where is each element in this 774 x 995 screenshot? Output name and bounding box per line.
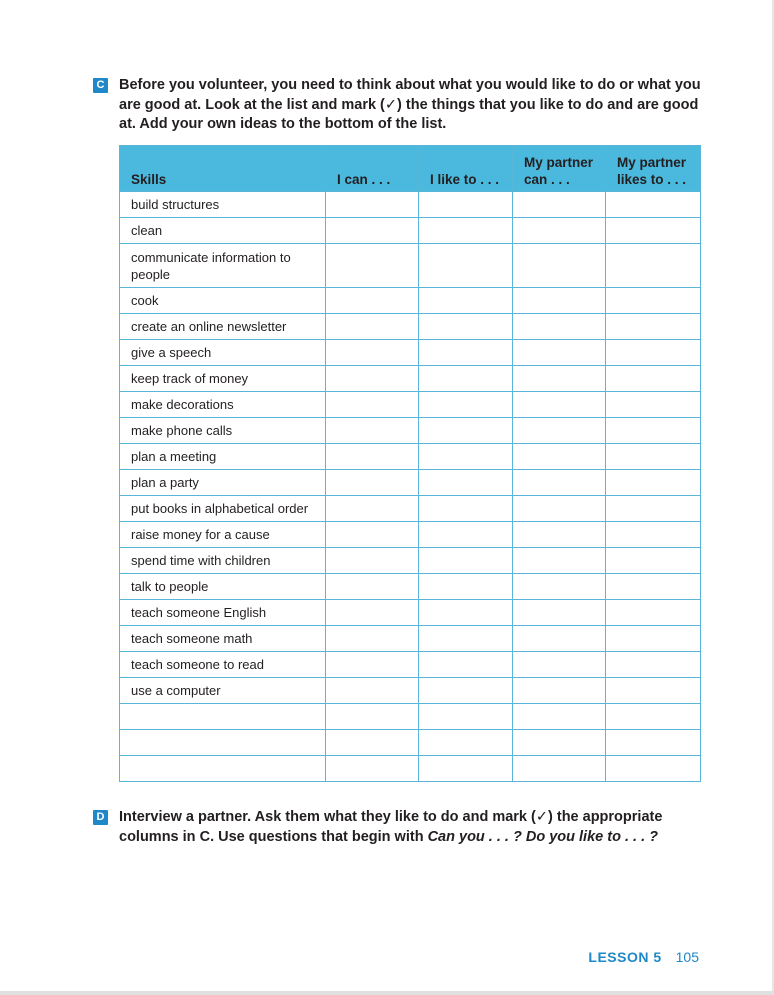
table-row: [120, 444, 701, 470]
page-edge-bottom: [0, 991, 774, 995]
partner-can-cell[interactable]: [513, 600, 606, 626]
skill-cell: talk to people: [120, 574, 326, 600]
i-can-cell[interactable]: [326, 600, 419, 626]
partner-likes-to-cell[interactable]: [606, 626, 701, 652]
table-row: [120, 600, 701, 626]
partner-likes-to-cell[interactable]: [606, 314, 701, 340]
exercise-c-instruction: Before you volunteer, you need to think about what you would like to do or what you are good at. Look at the list and mark (✓) the things that you like to do and are good at. Add your own ideas to the bottom of the list.: [119, 77, 701, 132]
partner-likes-to-cell[interactable]: [606, 730, 701, 756]
i-like-to-cell[interactable]: [419, 704, 513, 730]
partner-likes-to-cell[interactable]: [606, 574, 701, 600]
i-like-to-cell[interactable]: [419, 192, 513, 218]
i-can-cell[interactable]: [326, 626, 419, 652]
exercise-d-instruction: [119, 808, 713, 847]
i-like-to-cell[interactable]: [419, 574, 513, 600]
table-row: [120, 218, 701, 244]
i-can-cell[interactable]: [326, 366, 419, 392]
skill-cell: raise money for a cause: [120, 522, 326, 548]
table-row: [120, 470, 701, 496]
skill-cell: communicate information to people: [120, 244, 326, 288]
header-partner-likes-to: My partner likes to . . .: [606, 146, 701, 192]
partner-likes-to-cell[interactable]: [606, 288, 701, 314]
header-skills: Skills: [120, 146, 326, 192]
i-like-to-cell[interactable]: [419, 340, 513, 366]
i-can-cell[interactable]: [326, 470, 419, 496]
table-row: [120, 626, 701, 652]
partner-likes-to-cell[interactable]: [606, 392, 701, 418]
i-can-cell[interactable]: [326, 756, 419, 782]
partner-can-cell[interactable]: [513, 548, 606, 574]
partner-likes-to-cell[interactable]: [606, 496, 701, 522]
partner-can-cell[interactable]: [513, 340, 606, 366]
partner-likes-to-cell[interactable]: [606, 244, 701, 288]
partner-can-cell[interactable]: [513, 366, 606, 392]
table-row: [120, 392, 701, 418]
partner-likes-to-cell[interactable]: [606, 704, 701, 730]
i-can-cell[interactable]: [326, 652, 419, 678]
i-like-to-cell[interactable]: [419, 244, 513, 288]
partner-likes-to-cell[interactable]: [606, 678, 701, 704]
i-can-cell[interactable]: [326, 418, 419, 444]
partner-can-cell[interactable]: [513, 192, 606, 218]
i-like-to-cell[interactable]: [419, 730, 513, 756]
i-like-to-cell[interactable]: [419, 218, 513, 244]
i-like-to-cell[interactable]: [419, 392, 513, 418]
skill-cell: give a speech: [120, 340, 326, 366]
i-can-cell[interactable]: [326, 496, 419, 522]
exercise-d-badge: D: [93, 810, 108, 825]
partner-likes-to-cell[interactable]: [606, 470, 701, 496]
i-can-cell[interactable]: [326, 392, 419, 418]
i-like-to-cell[interactable]: [419, 418, 513, 444]
skill-cell: spend time with children: [120, 548, 326, 574]
partner-can-cell[interactable]: [513, 574, 606, 600]
header-i-like-to: I like to . . .: [419, 146, 513, 192]
partner-likes-to-cell[interactable]: [606, 218, 701, 244]
i-like-to-cell[interactable]: [419, 522, 513, 548]
skill-cell: cook: [120, 288, 326, 314]
partner-likes-to-cell[interactable]: [606, 340, 701, 366]
table-row: [120, 192, 701, 218]
page-footer: [588, 949, 699, 965]
table-row: [120, 244, 701, 288]
table-row: [120, 730, 701, 756]
skill-cell: teach someone math: [120, 626, 326, 652]
i-like-to-cell[interactable]: [419, 366, 513, 392]
partner-can-cell[interactable]: [513, 496, 606, 522]
skill-cell: make decorations: [120, 392, 326, 418]
partner-can-cell[interactable]: [513, 704, 606, 730]
i-can-cell[interactable]: [326, 192, 419, 218]
skill-cell: keep track of money: [120, 366, 326, 392]
page-number: 105: [675, 949, 699, 965]
skill-cell[interactable]: [120, 730, 326, 756]
partner-likes-to-cell[interactable]: [606, 522, 701, 548]
skill-cell: use a computer: [120, 678, 326, 704]
partner-can-cell[interactable]: [513, 288, 606, 314]
skill-cell: put books in alphabetical order: [120, 496, 326, 522]
i-can-cell[interactable]: [326, 444, 419, 470]
skill-cell: create an online newsletter: [120, 314, 326, 340]
i-like-to-cell[interactable]: [419, 652, 513, 678]
i-can-cell[interactable]: [326, 314, 419, 340]
table-row: [120, 756, 701, 782]
table-row: [120, 652, 701, 678]
exercise-d-questions: Can you . . . ? Do you like to . . . ?: [427, 828, 658, 845]
skill-cell[interactable]: [120, 704, 326, 730]
partner-likes-to-cell[interactable]: [606, 548, 701, 574]
i-can-cell[interactable]: [326, 730, 419, 756]
i-like-to-cell[interactable]: [419, 444, 513, 470]
skill-cell: clean: [120, 218, 326, 244]
partner-can-cell[interactable]: [513, 522, 606, 548]
partner-can-cell[interactable]: [513, 244, 606, 288]
header-partner-can: My partner can . . .: [513, 146, 606, 192]
exercise-c: [93, 76, 713, 135]
partner-can-cell[interactable]: [513, 730, 606, 756]
partner-can-cell[interactable]: [513, 678, 606, 704]
i-like-to-cell[interactable]: [419, 548, 513, 574]
partner-can-cell[interactable]: [513, 444, 606, 470]
partner-likes-to-cell[interactable]: [606, 652, 701, 678]
table-row: [120, 678, 701, 704]
partner-can-cell[interactable]: [513, 756, 606, 782]
table-row: [120, 496, 701, 522]
i-can-cell[interactable]: [326, 288, 419, 314]
i-can-cell[interactable]: [326, 548, 419, 574]
table-row: [120, 340, 701, 366]
table-row: [120, 366, 701, 392]
table-row: [120, 548, 701, 574]
i-can-cell[interactable]: [326, 522, 419, 548]
i-can-cell[interactable]: [326, 244, 419, 288]
table-row: [120, 574, 701, 600]
header-i-can: I can . . .: [326, 146, 419, 192]
skills-table-body: [120, 192, 701, 782]
skill-cell: build structures: [120, 192, 326, 218]
i-can-cell[interactable]: [326, 704, 419, 730]
i-like-to-cell[interactable]: [419, 756, 513, 782]
partner-likes-to-cell[interactable]: [606, 444, 701, 470]
partner-can-cell[interactable]: [513, 652, 606, 678]
i-like-to-cell[interactable]: [419, 626, 513, 652]
partner-likes-to-cell[interactable]: [606, 756, 701, 782]
partner-can-cell[interactable]: [513, 218, 606, 244]
exercise-d-ref: C: [199, 828, 211, 845]
partner-likes-to-cell[interactable]: [606, 192, 701, 218]
exercise-d-text: Interview a partner. Ask them what they like to do and mark (✓) the appropriate columns in: [119, 809, 663, 845]
partner-can-cell[interactable]: [513, 392, 606, 418]
i-like-to-cell[interactable]: [419, 470, 513, 496]
skill-cell: plan a party: [120, 470, 326, 496]
i-can-cell[interactable]: [326, 340, 419, 366]
partner-can-cell[interactable]: [513, 470, 606, 496]
skill-cell: teach someone to read: [120, 652, 326, 678]
i-like-to-cell[interactable]: [419, 288, 513, 314]
i-like-to-cell[interactable]: [419, 314, 513, 340]
skill-cell[interactable]: [120, 756, 326, 782]
i-like-to-cell[interactable]: [419, 600, 513, 626]
table-row: [120, 314, 701, 340]
partner-can-cell[interactable]: [513, 418, 606, 444]
table-header-row: [120, 146, 701, 192]
table-row: [120, 418, 701, 444]
exercise-d-text-mid: . Use questions that begin with: [210, 828, 428, 845]
lesson-label: LESSON 5: [588, 949, 662, 965]
table-row: [120, 288, 701, 314]
i-can-cell[interactable]: [326, 218, 419, 244]
i-can-cell[interactable]: [326, 574, 419, 600]
partner-likes-to-cell[interactable]: [606, 366, 701, 392]
partner-likes-to-cell[interactable]: [606, 600, 701, 626]
partner-likes-to-cell[interactable]: [606, 418, 701, 444]
partner-can-cell[interactable]: [513, 314, 606, 340]
i-like-to-cell[interactable]: [419, 496, 513, 522]
i-like-to-cell[interactable]: [419, 678, 513, 704]
skill-cell: teach someone English: [120, 600, 326, 626]
partner-can-cell[interactable]: [513, 626, 606, 652]
exercise-c-badge: C: [93, 78, 108, 93]
skill-cell: make phone calls: [120, 418, 326, 444]
skills-table: [119, 145, 701, 782]
exercise-d: [93, 808, 713, 847]
skill-cell: plan a meeting: [120, 444, 326, 470]
table-row: [120, 522, 701, 548]
table-row: [120, 704, 701, 730]
i-can-cell[interactable]: [326, 678, 419, 704]
